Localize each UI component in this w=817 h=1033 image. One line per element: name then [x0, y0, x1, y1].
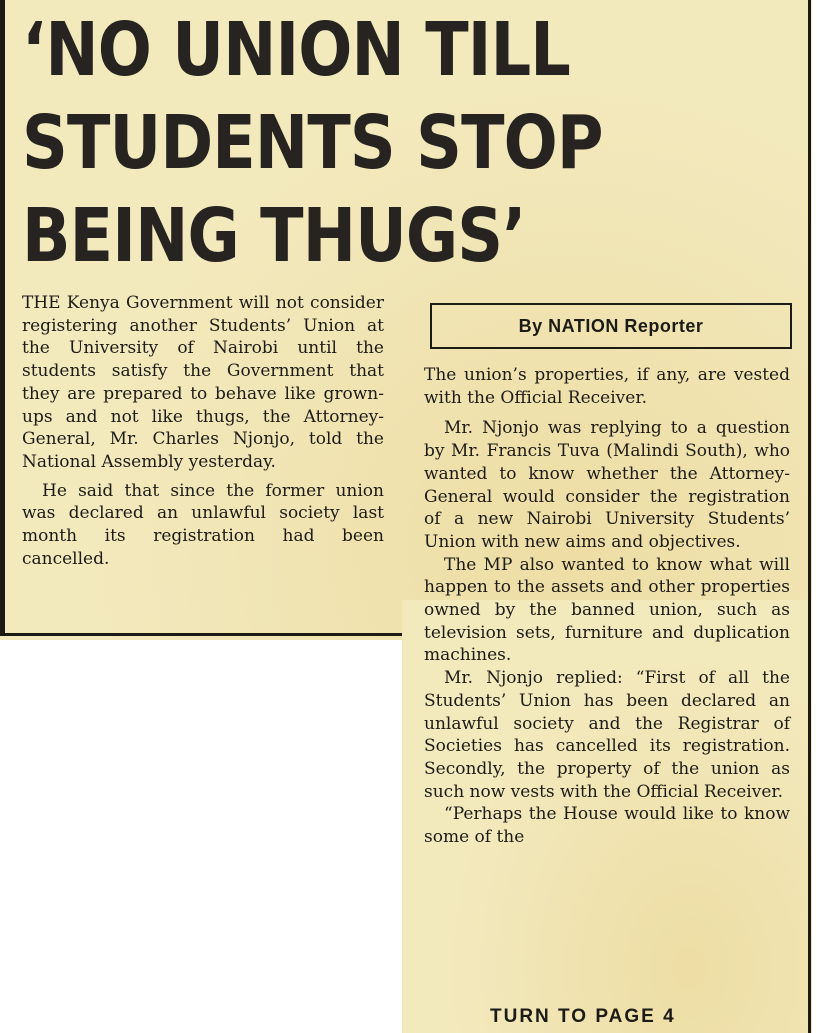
paragraph: The union’s properties, if any, are vested with the Official Receiver.	[424, 365, 790, 408]
byline-box	[430, 303, 792, 349]
column-rule-bottom	[0, 633, 402, 636]
headline-line-3: BEING THUGS’	[22, 193, 526, 279]
byline: By NATION Reporter	[518, 315, 704, 336]
headline-line-2: STUDENTS STOP	[22, 100, 603, 186]
paragraph: “Perhaps the House would like to know some of the	[424, 804, 790, 848]
paragraph-lead: THE Kenya Government will not consider registering another Students’ Union at the University of Nairobi until the students satisfy the Government that they are prepared to behave like grown-ups and not like thugs, the Attorney-General, Mr. Charles Njonjo, told the National Assembly yesterday.	[22, 293, 384, 472]
paragraph: He said that since the former union was declared an unlawful society last month its registration had been cancelled.	[22, 480, 384, 569]
paragraph: Mr. Njonjo replied: “First of all the Students’ Union has been declared an unlawful society and the Registrar of Societies has cancelled its registration. Secondly, the property of the union as such now vests with the Official Receiver.	[424, 668, 790, 802]
article-column-right	[424, 364, 790, 849]
continuation-note: TURN TO PAGE 4	[490, 1006, 676, 1027]
column-rule-right	[808, 0, 811, 1033]
article-column-left	[22, 292, 384, 570]
column-rule-left	[0, 0, 5, 636]
paragraph: The MP also wanted to know what will happen to the assets and other properties owned by the banned union, such as television sets, furniture and duplication machines.	[424, 554, 790, 666]
headline	[22, 4, 676, 283]
paragraph: Mr. Njonjo was replying to a question by Mr. Francis Tuva (Malindi South), who wanted to know whether the Attorney-General would consider the registration of a new Nairobi University Students’ Union with new aims and objectives.	[424, 418, 790, 552]
headline-line-1: ‘NO UNION TILL	[22, 7, 570, 93]
